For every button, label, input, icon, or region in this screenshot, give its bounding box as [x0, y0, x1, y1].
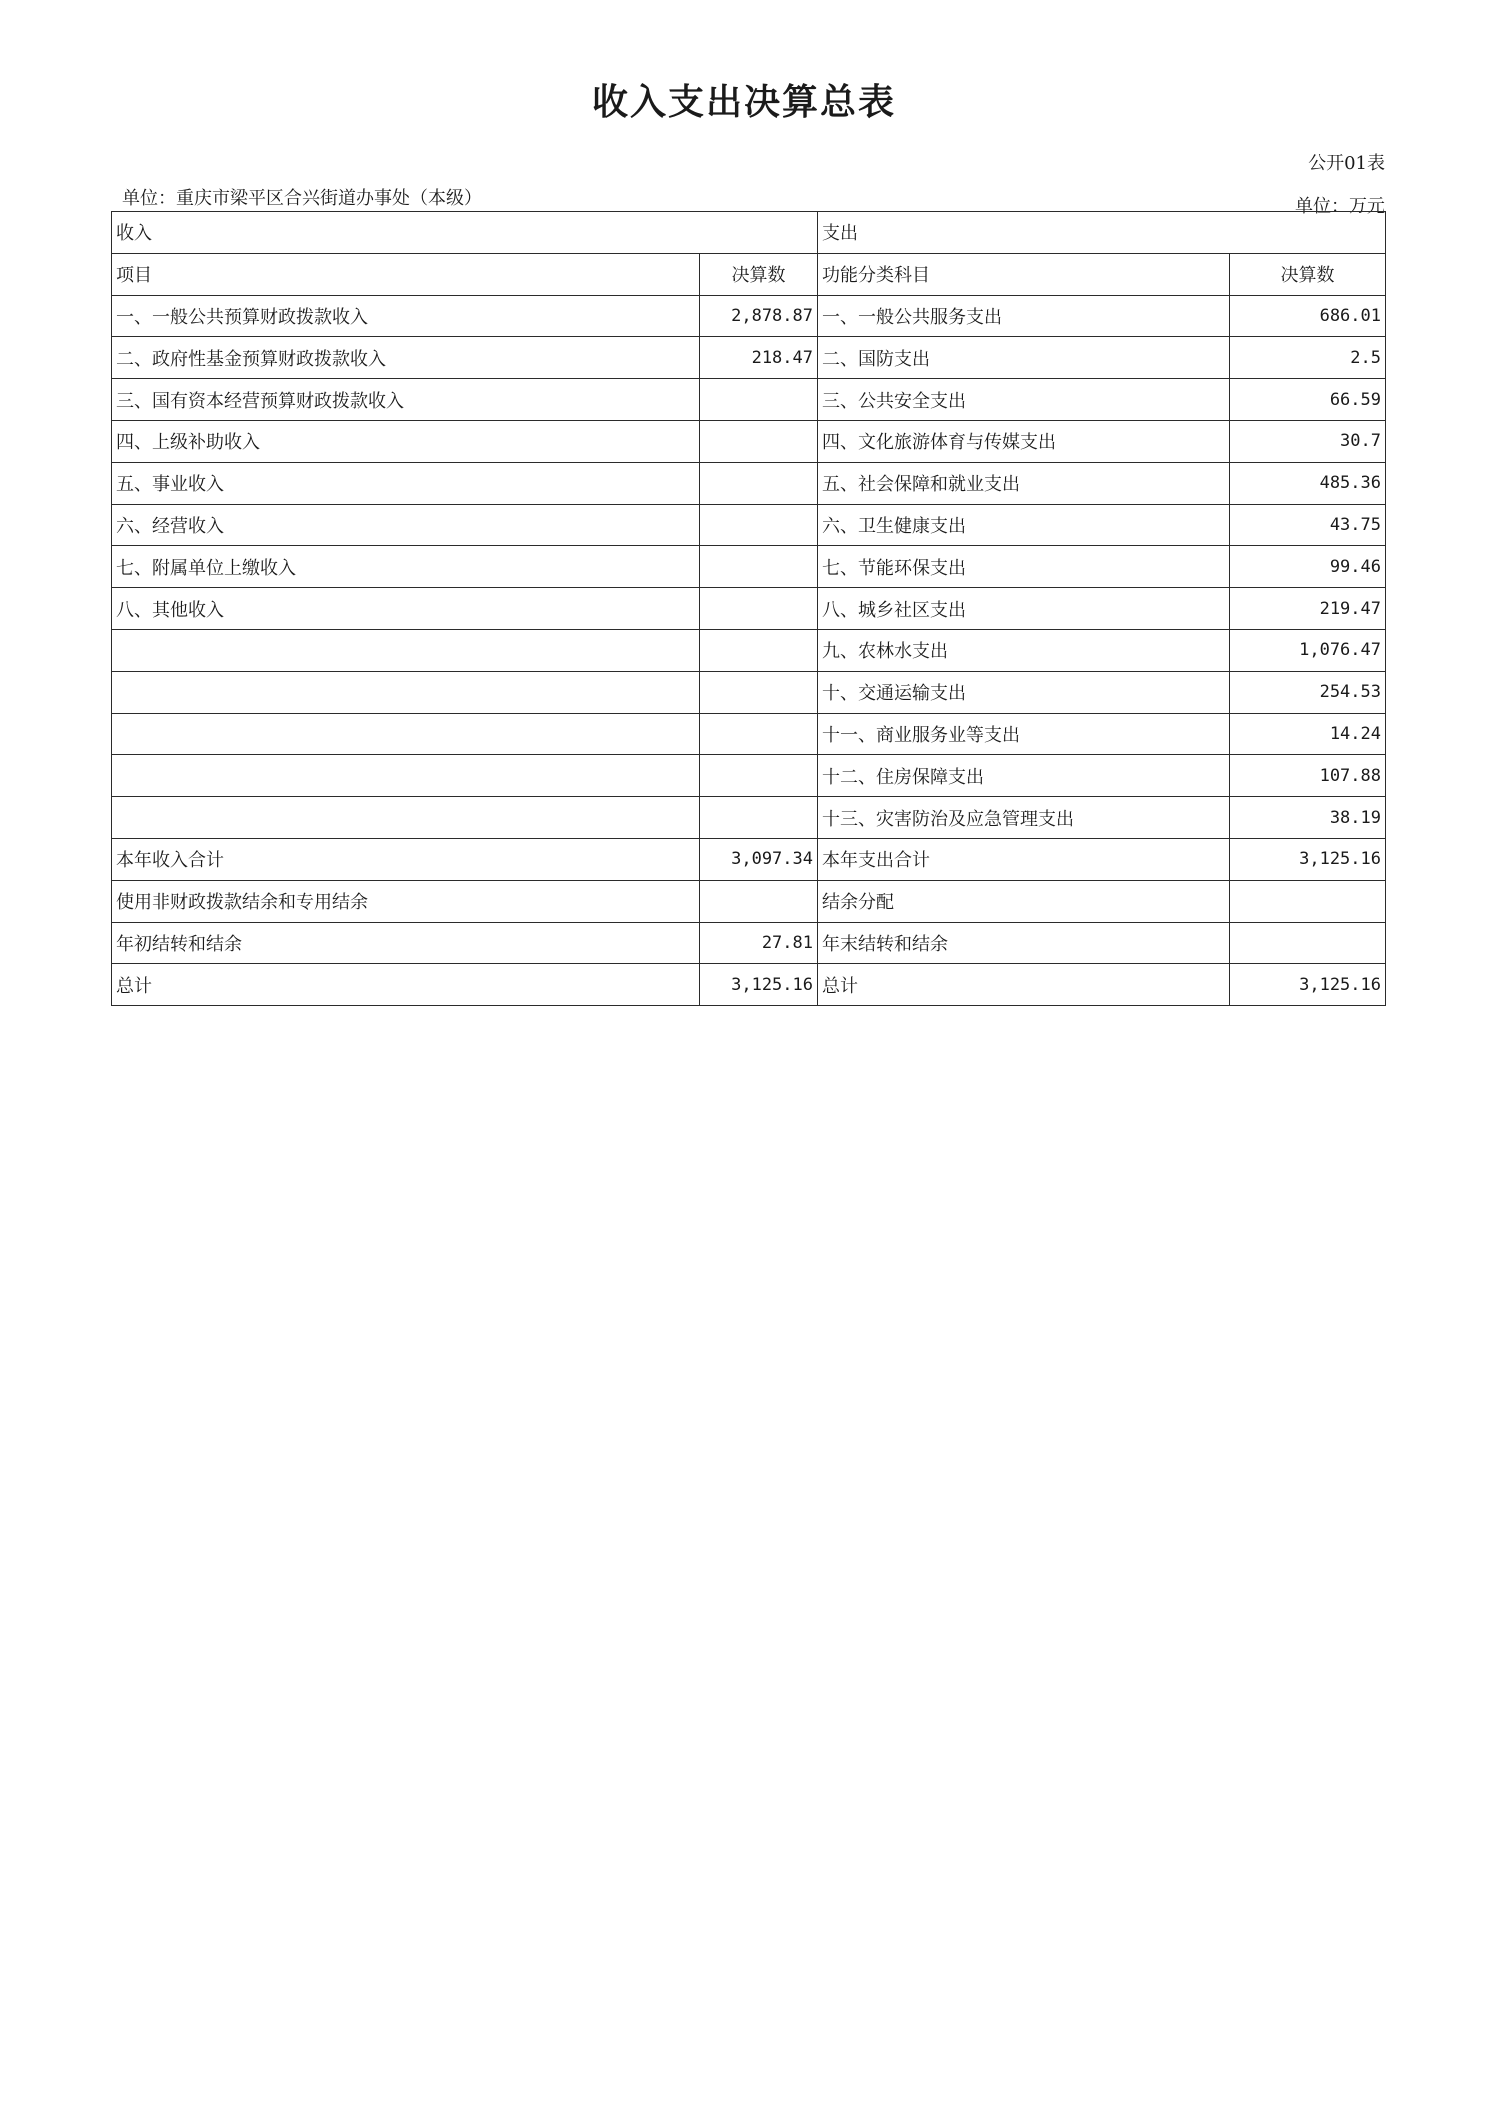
col-header-amount: 决算数 [700, 253, 818, 295]
income-item-cell [112, 713, 700, 755]
income-item-cell: 五、事业收入 [112, 462, 700, 504]
income-item-cell: 二、政府性基金预算财政拨款收入 [112, 337, 700, 379]
income-value-cell [700, 755, 818, 797]
expense-item-cell: 六、卫生健康支出 [818, 504, 1230, 546]
expense-item-cell: 九、农林水支出 [818, 629, 1230, 671]
expense-value-cell: 99.46 [1230, 546, 1386, 588]
income-item-cell: 四、上级补助收入 [112, 420, 700, 462]
income-value-cell [700, 713, 818, 755]
expense-item-cell: 八、城乡社区支出 [818, 588, 1230, 630]
income-item-cell [112, 797, 700, 839]
expense-value-cell: 1,076.47 [1230, 629, 1386, 671]
income-value-cell [700, 671, 818, 713]
table-row [112, 629, 1386, 671]
expense-item-cell: 二、国防支出 [818, 337, 1230, 379]
income-item-cell [112, 629, 700, 671]
expense-item-cell: 结余分配 [818, 880, 1230, 922]
section-header-row [112, 212, 1386, 254]
expense-value-cell [1230, 880, 1386, 922]
income-value-cell [700, 880, 818, 922]
table-row [112, 504, 1386, 546]
unit-name: 单位：重庆市梁平区合兴街道办事处（本级） [122, 188, 482, 209]
expense-item-cell: 十、交通运输支出 [818, 671, 1230, 713]
table-row [112, 713, 1386, 755]
income-item-cell: 本年收入合计 [112, 838, 700, 880]
table-row [112, 964, 1386, 1006]
income-value-cell [700, 588, 818, 630]
col-header-item: 项目 [112, 253, 700, 295]
expense-item-cell: 十一、商业服务业等支出 [818, 713, 1230, 755]
expense-value-cell: 686.01 [1230, 295, 1386, 337]
expense-value-cell: 30.7 [1230, 420, 1386, 462]
expense-item-cell: 四、文化旅游体育与传媒支出 [818, 420, 1230, 462]
table-row [112, 922, 1386, 964]
col-header-amount2: 决算数 [1230, 253, 1386, 295]
income-item-cell: 六、经营收入 [112, 504, 700, 546]
table-row [112, 420, 1386, 462]
expense-value-cell: 107.88 [1230, 755, 1386, 797]
col-header-function: 功能分类科目 [818, 253, 1230, 295]
column-header-row [112, 253, 1386, 295]
expense-value-cell: 38.19 [1230, 797, 1386, 839]
income-item-cell: 八、其他收入 [112, 588, 700, 630]
income-value-cell: 3,097.34 [700, 838, 818, 880]
table-row [112, 880, 1386, 922]
income-item-cell [112, 755, 700, 797]
expense-value-cell: 2.5 [1230, 337, 1386, 379]
income-item-cell: 总计 [112, 964, 700, 1006]
table-row [112, 379, 1386, 421]
table-body [112, 212, 1386, 1006]
expense-item-cell: 十二、住房保障支出 [818, 755, 1230, 797]
expense-item-cell: 五、社会保障和就业支出 [818, 462, 1230, 504]
expense-value-cell: 14.24 [1230, 713, 1386, 755]
expense-item-cell: 三、公共安全支出 [818, 379, 1230, 421]
income-item-cell [112, 671, 700, 713]
expense-item-cell: 本年支出合计 [818, 838, 1230, 880]
expense-value-cell: 485.36 [1230, 462, 1386, 504]
income-value-cell: 27.81 [700, 922, 818, 964]
expense-section-header: 支出 [818, 212, 1386, 254]
income-item-cell: 使用非财政拨款结余和专用结余 [112, 880, 700, 922]
expense-item-cell: 年末结转和结余 [818, 922, 1230, 964]
expense-item-cell: 七、节能环保支出 [818, 546, 1230, 588]
table-row [112, 295, 1386, 337]
expense-value-cell [1230, 922, 1386, 964]
expense-value-cell: 3,125.16 [1230, 838, 1386, 880]
table-row [112, 838, 1386, 880]
table-row [112, 755, 1386, 797]
income-item-cell: 一、一般公共预算财政拨款收入 [112, 295, 700, 337]
income-value-cell: 3,125.16 [700, 964, 818, 1006]
expense-item-cell: 一、一般公共服务支出 [818, 295, 1230, 337]
table-row [112, 588, 1386, 630]
income-item-cell: 年初结转和结余 [112, 922, 700, 964]
income-item-cell: 七、附属单位上缴收入 [112, 546, 700, 588]
income-value-cell [700, 379, 818, 421]
page-title: 收入支出决算总表 [591, 82, 896, 123]
expense-item-cell: 十三、灾害防治及应急管理支出 [818, 797, 1230, 839]
expense-value-cell: 219.47 [1230, 588, 1386, 630]
table-row [112, 671, 1386, 713]
income-value-cell: 218.47 [700, 337, 818, 379]
income-value-cell: 2,878.87 [700, 295, 818, 337]
income-value-cell [700, 420, 818, 462]
income-value-cell [700, 797, 818, 839]
table-row [112, 546, 1386, 588]
currency-unit: 单位：万元 [1295, 196, 1385, 217]
form-number: 公开01表 [1308, 153, 1385, 174]
expense-value-cell: 3,125.16 [1230, 964, 1386, 1006]
table-row [112, 462, 1386, 504]
table-row [112, 797, 1386, 839]
income-value-cell [700, 504, 818, 546]
table-row [112, 337, 1386, 379]
income-value-cell [700, 546, 818, 588]
expense-value-cell: 254.53 [1230, 671, 1386, 713]
expense-value-cell: 43.75 [1230, 504, 1386, 546]
expense-item-cell: 总计 [818, 964, 1230, 1006]
income-expense-table [111, 211, 1386, 1006]
expense-value-cell: 66.59 [1230, 379, 1386, 421]
income-value-cell [700, 462, 818, 504]
income-value-cell [700, 629, 818, 671]
income-item-cell: 三、国有资本经营预算财政拨款收入 [112, 379, 700, 421]
income-section-header: 收入 [112, 212, 818, 254]
